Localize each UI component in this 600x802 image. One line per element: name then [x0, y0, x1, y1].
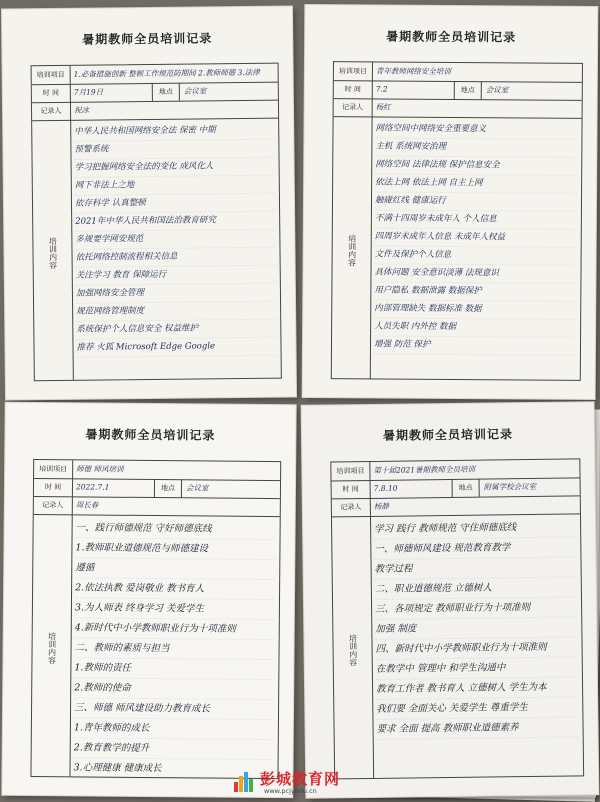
handwritten-line: 不满十四周岁未成年人 个人信息	[375, 210, 577, 229]
handwritten-line: 四周岁未成年人信息 未成年人权益	[375, 228, 577, 247]
content-label-cell	[32, 120, 74, 380]
sheet-title: 暑期教师全员培训记录	[386, 29, 517, 45]
place-value: 附属学校会议室	[483, 481, 537, 492]
handwritten-line: 4.新时代中小学教师职业行为十项准则	[75, 618, 275, 640]
handwritten-line: 依法上网 依法上网 自主上网	[375, 174, 577, 193]
handwritten-line: 在教学中 管理中 和学生沟通中	[376, 657, 578, 679]
site-url: www.pcjyedu.cn	[264, 787, 317, 795]
site-name: 彭城教育网	[260, 770, 341, 788]
time-value: 2022.7.1	[75, 482, 110, 492]
time-label: 时 间	[32, 84, 71, 102]
place-label: 地点	[152, 83, 180, 101]
handwritten-line: 学习 践行 教师规范 守住师德底线	[374, 517, 576, 539]
content-label: 培训内容	[347, 234, 357, 267]
handwritten-line: 2021年中华人民共和国法治教育研究	[75, 212, 275, 232]
time-value: 7.2	[375, 84, 388, 94]
topic-value: 第十届2021暑期教师全员培训	[373, 464, 476, 475]
time-value: 7.8.10	[373, 483, 398, 493]
record-form	[31, 63, 282, 382]
content-label-cell	[332, 116, 373, 378]
time-label: 时 间	[34, 478, 73, 496]
content-label: 培训内容	[47, 632, 57, 665]
recorder-row	[32, 100, 278, 122]
handwritten-line: 一、师德师风建设 规范教育教学	[374, 537, 576, 559]
handwritten-line: 我们要 全面关心 关爱学生 尊重学生	[376, 697, 578, 719]
handwritten-line: 触碰红线 健康运行	[375, 192, 577, 211]
handwritten-line: 多规要学网安规范	[75, 230, 275, 250]
handwritten-line: 增强 防范 保护	[374, 336, 576, 355]
handwritten-lines	[74, 122, 276, 358]
place-value: 会议室	[485, 85, 509, 95]
place-value: 会议室	[183, 86, 207, 96]
recorder-value: 祝冰	[73, 105, 90, 115]
handwritten-line: 文件及保护个人信息	[375, 246, 577, 265]
handwritten-line: 关注学习 教育 保障运行	[76, 266, 276, 286]
recorder-label: 记录人	[334, 98, 373, 116]
training-record-sheet-1	[2, 6, 296, 399]
handwritten-line: 规范网络管理制度	[76, 302, 276, 322]
handwritten-line: 内部管理缺失 数据标准 数据	[374, 300, 576, 319]
handwritten-line: 1.青年教师的成长	[74, 718, 274, 740]
handwritten-line: 遵循	[75, 558, 275, 580]
recorder-label: 记录人	[332, 498, 371, 516]
handwritten-line: 网络空间 法律法规 保护信息安全	[375, 156, 577, 175]
handwritten-line: 四、新时代中小学教师职业行为十项准则	[375, 637, 577, 659]
recorder-value: 杨红	[375, 102, 391, 112]
place-value: 会议室	[185, 483, 209, 493]
training-record-sheet-3	[2, 403, 295, 798]
content-label-cell	[332, 516, 374, 778]
topic-value: 师德 师风培训	[76, 464, 124, 474]
topic-label: 培训项目	[331, 462, 370, 480]
topic-label: 培训项目	[34, 460, 73, 478]
training-record-sheet-2	[303, 5, 598, 399]
handwritten-line: 预警系统	[74, 140, 274, 160]
handwritten-line: 人员失职 内外控 数据	[374, 318, 576, 337]
recorder-row	[332, 495, 580, 517]
handwritten-line: 加强 制度	[375, 617, 577, 639]
handwritten-line: 推荐 火狐 Microsoft Edge Google	[76, 338, 276, 358]
handwritten-line: 教学过程	[375, 557, 577, 579]
handwritten-line: 三、师德 师风建设助力教育成长	[74, 698, 274, 720]
handwritten-lines	[73, 518, 275, 780]
topic-value: 1.必备措施创新 整顿工作规范防期间 2.教师师德 3.法律	[73, 67, 260, 79]
handwritten-line: 系统保护个人信息安全 权益维护	[76, 320, 276, 340]
handwritten-line: 2.教师的使命	[74, 678, 274, 700]
handwritten-line: 教育工作者 教书育人 立德树人 学生为本	[376, 677, 578, 699]
place-label: 地点	[154, 479, 182, 497]
training-record-sheet-4	[302, 402, 599, 798]
handwritten-line: 学习把握网络安全法的变化 成风化人	[75, 158, 275, 178]
handwritten-line: 用户隐私 数据泄露 数据保护	[374, 282, 576, 301]
record-form	[331, 61, 583, 381]
handwritten-lines	[374, 120, 578, 355]
place-label: 地点	[454, 81, 482, 99]
content-label-cell	[31, 514, 72, 776]
recorder-label: 记录人	[32, 102, 71, 120]
handwritten-line: 3.心理健康 健康成长	[73, 758, 273, 780]
logo-bars-icon	[234, 770, 256, 792]
recorder-value: 周长春	[75, 500, 99, 510]
recorder-value: 杨静	[373, 501, 389, 511]
handwritten-line: 中华人民共和国网络安全法 保密 中期	[74, 122, 274, 142]
recorder-label: 记录人	[34, 496, 73, 514]
handwritten-line: 具体问题 安全意识淡薄 法规意识	[374, 264, 576, 283]
time-label: 时 间	[332, 480, 371, 498]
handwritten-line: 3.为人师表 终身学习 关爱学生	[75, 598, 275, 620]
handwritten-line: 主机 系统网安治理	[375, 138, 577, 157]
handwritten-line: 1.教师的责任	[74, 658, 274, 680]
handwritten-line: 二、教师的素质与担当	[74, 638, 274, 660]
site-watermark	[234, 768, 374, 796]
place-label: 地点	[452, 479, 480, 497]
topic-label: 培训项目	[334, 62, 373, 80]
topic-value: 青年教师网络安全培训	[375, 66, 451, 77]
handwritten-line: 依存科学 认真整顿	[75, 194, 275, 214]
handwritten-line: 三、各项规定 教师职业行为十项准则	[375, 597, 577, 619]
sheet-title: 暑期教师全员培训记录	[82, 31, 213, 47]
handwritten-line: 加强网络安全管理	[76, 284, 276, 304]
sheet-title: 暑期教师全员培训记录	[382, 427, 514, 443]
time-label: 时 间	[334, 80, 373, 98]
record-form	[330, 458, 584, 779]
time-value: 7月19日	[73, 87, 104, 97]
handwritten-line: 网下非法上之地	[75, 176, 275, 196]
record-form	[30, 459, 281, 779]
handwritten-line: 2.依法执教 爱岗敬业 教书育人	[75, 578, 275, 600]
handwritten-line: 网络空间中网络安全重要意义	[375, 120, 577, 139]
handwritten-line: 1.教师职业道德规范与师德建设	[75, 538, 275, 560]
handwritten-line: 二、职业道德规范 立德树人	[375, 577, 577, 599]
handwritten-lines	[374, 517, 579, 739]
content-label: 培训内容	[348, 634, 358, 667]
handwritten-line: 要求 全面 提高 教师职业道德素养	[376, 717, 578, 739]
topic-label: 培训项目	[32, 66, 71, 84]
sheet-title: 暑期教师全员培训记录	[85, 427, 216, 443]
handwritten-line: 一、践行师德规范 守好师德底线	[76, 518, 276, 540]
handwritten-line: 2.教育教学的提升	[74, 738, 274, 760]
handwritten-line: 依托网络控制流程相关信息	[75, 248, 275, 268]
content-label: 培训内容	[48, 236, 58, 270]
